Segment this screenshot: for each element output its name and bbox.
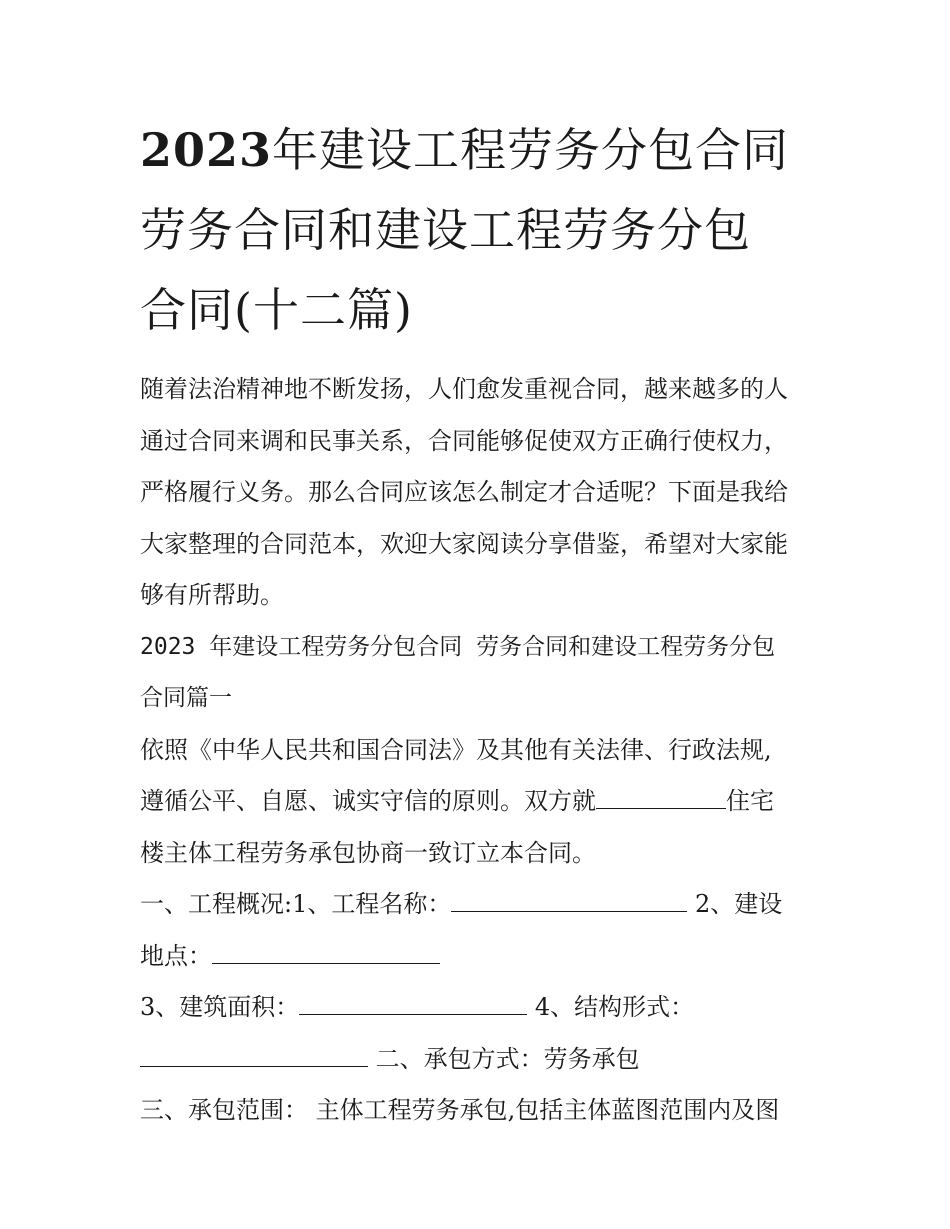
engineering-name-blank[interactable] [451,887,687,912]
clause-one-line-2 [140,931,820,983]
clause-three-four-line-1 [140,982,820,1034]
section-heading [140,622,820,725]
clause-one-line-1-before: 一、工程概况:1、工程名称： [140,890,452,918]
title-line-2: 劳务合同和建设工程劳务分包 [140,203,751,257]
clause-three-four [140,982,820,1085]
clause-intro-line-1: 依照《中华人民共和国合同法》及其他有关法律、行政法规, [140,735,772,764]
clause-scope-line-1: 三、承包范围： 主体工程劳务承包,包括主体蓝图范围内及图 [140,1096,780,1124]
title-line-3: 合同(十二篇) [140,283,413,337]
clause-three-four-line-1-before: 3、建筑面积： [140,993,300,1021]
intro-line-5: 够有所帮助。 [140,581,284,609]
clause-one [140,879,820,982]
document-title [140,110,820,350]
intro-line-4: 大家整理的合同范本，欢迎大家阅读分享借鉴，希望对大家能 [140,529,788,558]
clause-three-four-line-1-after: 4、结构形式： [527,993,695,1021]
building-area-blank[interactable] [299,990,527,1015]
project-name-blank[interactable] [596,784,726,809]
document-page [140,110,820,1137]
clause-intro-line-2-after: 住宅 [726,787,774,815]
clause-one-line-1 [140,879,820,931]
clause-intro-line-2-before: 遵循公平、自愿、诚实守信的原则。双方就 [140,787,596,815]
intro-line-2: 通过合同来调和民事关系，合同能够促使双方正确行使权力， [140,426,788,455]
title-line-1 [140,110,820,190]
section-heading-line-2: 合同篇一 [140,685,232,711]
clause-three-four-line-2-after: 二、承包方式：劳务承包 [368,1044,640,1073]
clause-intro [140,725,820,880]
clause-three-four-line-2 [140,1034,820,1086]
clause-one-line-2-before: 地点： [140,941,212,970]
intro-paragraph [140,364,820,622]
clause-intro-line-3: 楼主体工程劳务承包协商一致订立本合同。 [140,838,596,867]
intro-line-1: 随着法治精神地不断发扬，人们愈发重视合同，越来越多的人 [140,375,788,403]
title-year: 2023 [140,123,273,177]
clause-intro-line-2 [140,776,820,828]
title-line-1-text: 年建设工程劳务分包合同 [272,123,790,177]
clause-scope [140,1085,820,1137]
clause-one-line-1-after: 2、建设 [687,890,783,918]
intro-line-3: 严格履行义务。那么合同应该怎么制定才合适呢？下面是我给 [140,478,788,506]
section-heading-line-1: 2023 年建设工程劳务分包合同 劳务合同和建设工程劳务分包 [140,633,776,660]
structure-form-blank[interactable] [140,1042,368,1067]
construction-location-blank[interactable] [212,939,440,964]
